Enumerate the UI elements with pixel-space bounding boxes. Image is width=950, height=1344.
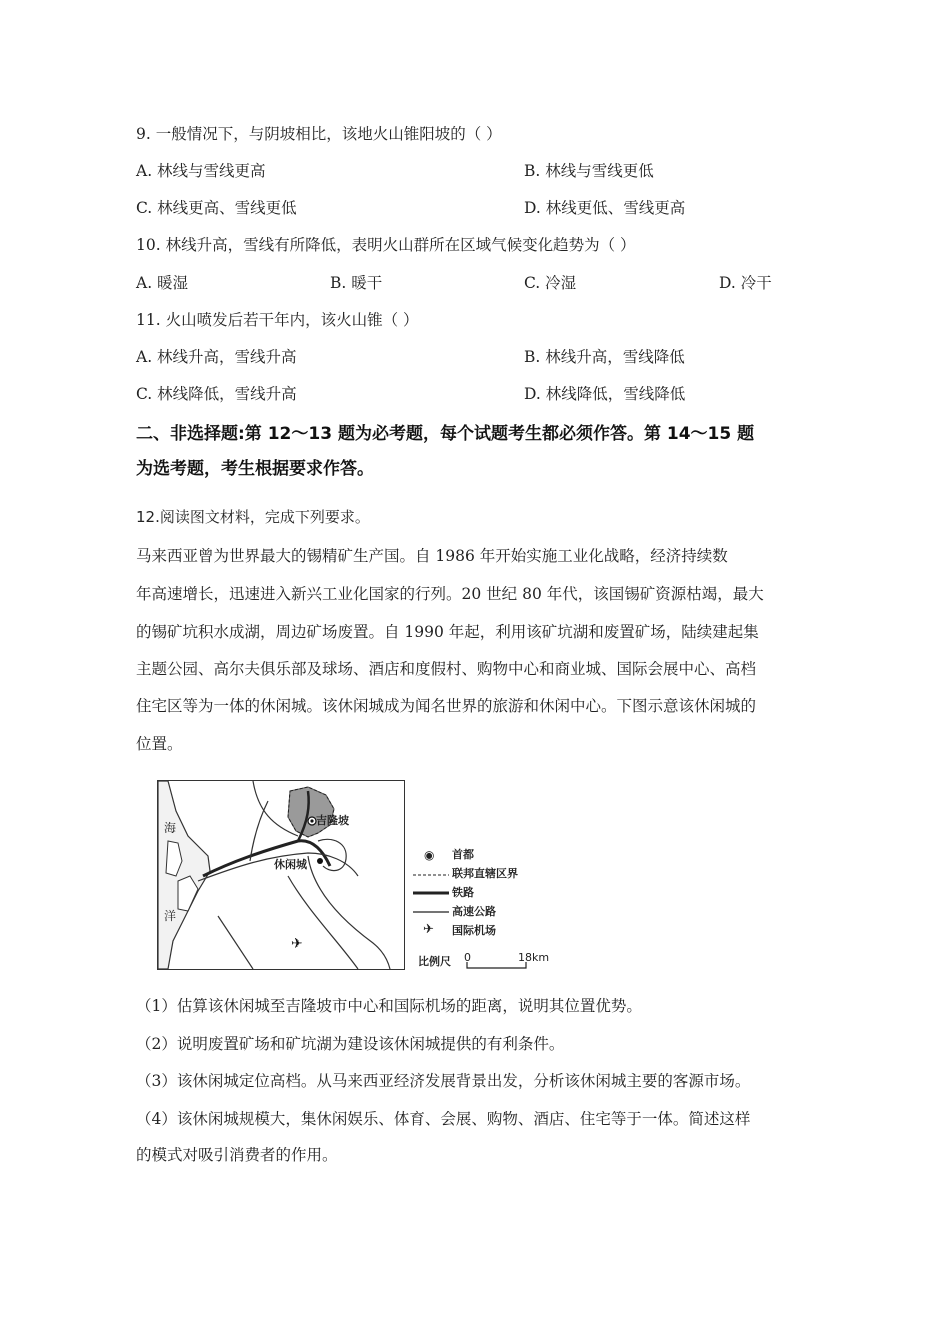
scale-bar [466, 962, 530, 970]
legend-border-label: 联邦直辖区界 [452, 867, 518, 880]
q12-stem: 12.阅读图文材料，完成下列要求。 [136, 508, 370, 526]
passage-line: 位置。 [136, 735, 183, 753]
section-heading-line2: 为选考题，考生根据要求作答。 [136, 459, 374, 479]
q11-option-d: D. 林线降低，雪线降低 [524, 385, 686, 403]
q11-stem: 11. 火山喷发后若干年内，该火山锥（ ） [136, 311, 419, 329]
q10-stem: 10. 林线升高，雪线有所降低，表明火山群所在区域气候变化趋势为（ ） [136, 236, 636, 254]
legend-airport-icon: ✈ [423, 922, 434, 937]
q9-option-c: C. 林线更高、雪线更低 [136, 199, 297, 217]
q11-option-a: A. 林线升高，雪线升高 [136, 348, 297, 366]
capital-marker-dot [310, 819, 313, 822]
legend-airport-label: 国际机场 [452, 924, 496, 937]
leisure-city-label: 休闲城 [274, 858, 307, 871]
q9-option-a: A. 林线与雪线更高 [136, 162, 266, 180]
q10-option-c: C. 冷湿 [524, 274, 577, 292]
sea-label-bottom: 洋 [164, 909, 177, 923]
legend-capital-label: 首都 [452, 848, 474, 861]
passage-line: 主题公园、高尔夫俱乐部及球场、酒店和度假村、购物中心和商业城、国际会展中心、高档 [136, 660, 757, 678]
subquestion-2: （2）说明废置矿场和矿坑湖为建设该休闲城提供的有利条件。 [136, 1035, 565, 1053]
q9-option-b: B. 林线与雪线更低 [524, 162, 654, 180]
location-map [157, 780, 405, 970]
q11-option-c: C. 林线降低，雪线升高 [136, 385, 297, 403]
airport-icon: ✈ [291, 936, 303, 952]
scale-zero: 0 [464, 951, 471, 964]
legend-highway-symbol [413, 909, 449, 915]
subquestion-4-cont: 的模式对吸引消费者的作用。 [136, 1146, 338, 1164]
section-heading-line1: 二、非选择题:第 12～13 题为必考题，每个试题考生都必须作答。第 14～15 题 [136, 424, 755, 444]
legend-highway-label: 高速公路 [452, 905, 496, 918]
q9-option-d: D. 林线更低、雪线更高 [524, 199, 686, 217]
capital-label: 吉隆坡 [316, 814, 349, 827]
sea-label-top: 海 [164, 821, 177, 835]
legend-railway-symbol [413, 890, 449, 896]
passage-line: 的锡矿坑积水成湖，周边矿场废置。自 1990 年起，利用该矿坑湖和废置矿场，陆续建起集 [136, 623, 759, 641]
sea-area [158, 781, 210, 969]
subquestion-4: （4）该休闲城规模大，集休闲娱乐、体育、会展、购物、酒店、住宅等于一体。简述这样 [136, 1110, 751, 1128]
passage-line: 住宅区等为一体的休闲城。该休闲城成为闻名世界的旅游和休闲中心。下图示意该休闲城的 [136, 697, 757, 715]
scale-end: 18km [518, 951, 550, 964]
coastline [218, 916, 253, 969]
legend-railway-label: 铁路 [452, 886, 474, 899]
subquestion-3: （3）该休闲城定位高档。从马来西亚经济发展背景出发，分析该休闲城主要的客源市场。 [136, 1072, 751, 1090]
passage-line: 马来西亚曾为世界最大的锡精矿生产国。自 1986 年开始实施工业化战略，经济持续数 [136, 547, 728, 565]
highway [308, 856, 390, 969]
legend-border-symbol [413, 872, 449, 878]
q10-option-d: D. 冷干 [719, 274, 772, 292]
q9-stem: 9. 一般情况下，与阴坡相比，该地火山锥阳坡的（ ） [136, 125, 502, 143]
leisure-city-marker [317, 858, 323, 864]
legend-capital-icon: ◉ [424, 848, 435, 862]
passage-line: 年高速增长，迅速进入新兴工业化国家的行列。20 世纪 80 年代，该国锡矿资源枯竭，最大 [136, 585, 764, 603]
scale-label: 比例尺 [418, 955, 451, 968]
q10-option-a: A. 暖湿 [136, 274, 189, 292]
subquestion-1: （1）估算该休闲城至吉隆坡市中心和国际机场的距离，说明其位置优势。 [136, 997, 642, 1015]
q10-option-b: B. 暖干 [330, 274, 383, 292]
map-drawing [158, 781, 404, 969]
q11-option-b: B. 林线升高，雪线降低 [524, 348, 685, 366]
